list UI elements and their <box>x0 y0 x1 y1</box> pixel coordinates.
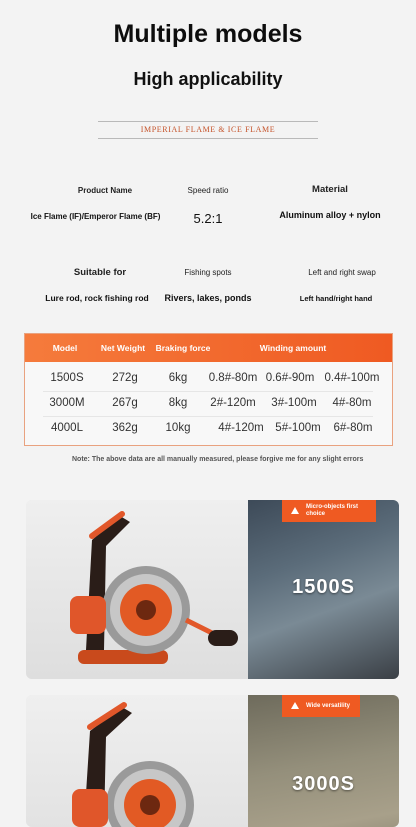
spec-swap-value <box>272 294 400 303</box>
badge-label: Wide versatility <box>306 702 350 709</box>
spec-value: Ice Flame (IF)/Emperor Flame (BF) <box>30 212 161 221</box>
warning-icon <box>291 702 299 709</box>
spec-value: Lure rod, rock fishing rod <box>45 293 149 303</box>
spec-value: Aluminum alloy + nylon <box>279 210 381 220</box>
product-photo <box>248 695 399 827</box>
cell-winding: 0.6#-90m <box>265 372 315 384</box>
page-subtitle: High applicability <box>133 69 283 89</box>
fishing-reel-icon <box>26 500 248 679</box>
cell-winding: 0.4#-100m <box>324 372 380 384</box>
cell-winding: 4#-120m <box>218 422 264 434</box>
cell-model: 1500S <box>50 372 84 384</box>
spec-fishing-spots-value <box>152 293 264 303</box>
spec-suitable-for <box>40 267 160 278</box>
spec-product-name-value <box>8 212 183 221</box>
divider-top <box>98 121 318 122</box>
spec-speed-ratio-value <box>168 211 248 226</box>
model-label: 1500S <box>292 576 355 598</box>
cell-brake: 10kg <box>165 422 191 434</box>
table-row <box>25 366 392 390</box>
spec-label: Material <box>312 184 348 195</box>
cell-model: 4000L <box>51 422 83 434</box>
product-card <box>26 500 399 679</box>
spec-label: Fishing spots <box>184 268 232 277</box>
badge-label: Micro-objects first choice <box>306 504 359 517</box>
spec-material-value <box>262 210 398 220</box>
table-header <box>25 334 392 362</box>
cell-brake: 8kg <box>168 397 188 409</box>
spec-label: Left and right swap <box>308 268 376 277</box>
spec-product-name <box>40 186 170 195</box>
spec-label: Speed ratio <box>187 186 229 195</box>
spec-table <box>24 333 393 446</box>
cell-winding: 0.8#-80m <box>208 372 258 384</box>
spec-speed-ratio <box>168 186 248 195</box>
product-photo <box>248 500 399 679</box>
cell-winding: 3#-100m <box>271 397 317 409</box>
spec-value: Left hand/right hand <box>299 294 373 303</box>
column-header: Model <box>52 343 78 353</box>
cell-winding: 4#-80m <box>332 397 372 409</box>
cell-winding: 2#-120m <box>210 397 256 409</box>
feature-badge <box>282 500 376 522</box>
spec-material <box>270 184 390 195</box>
spec-swap <box>282 268 402 277</box>
cell-weight: 272g <box>112 372 138 384</box>
column-header: Winding amount <box>259 343 327 353</box>
product-card <box>26 695 399 827</box>
page-title: Multiple models <box>113 20 303 48</box>
spec-fishing-spots <box>158 268 258 277</box>
model-label: 3000S <box>292 773 355 795</box>
reel-image <box>26 500 248 679</box>
cell-winding: 5#-100m <box>275 422 321 434</box>
cell-winding: 6#-80m <box>333 422 373 434</box>
feature-badge <box>282 695 360 717</box>
tagline: IMPERIAL FLAME & ICE FLAME <box>140 125 276 134</box>
table-row <box>25 416 392 440</box>
spec-value: 5.2:1 <box>193 211 223 226</box>
fishing-reel-icon <box>26 695 248 827</box>
spec-label: Product Name <box>77 186 133 195</box>
column-header: Net Weight <box>100 343 146 353</box>
warning-icon <box>291 507 299 514</box>
cell-model: 3000M <box>49 397 85 409</box>
spec-label: Suitable for <box>73 267 127 278</box>
divider-bottom <box>98 138 318 139</box>
spec-value: Rivers, lakes, ponds <box>164 293 252 303</box>
cell-weight: 267g <box>112 397 138 409</box>
column-header: Braking force <box>155 343 211 353</box>
disclaimer-note: Note: The above data are all manually measured, please forgive me for any slight errors <box>72 456 364 463</box>
table-row <box>25 391 392 415</box>
reel-image <box>26 695 248 827</box>
cell-brake: 6kg <box>168 372 188 384</box>
cell-weight: 362g <box>112 422 138 434</box>
